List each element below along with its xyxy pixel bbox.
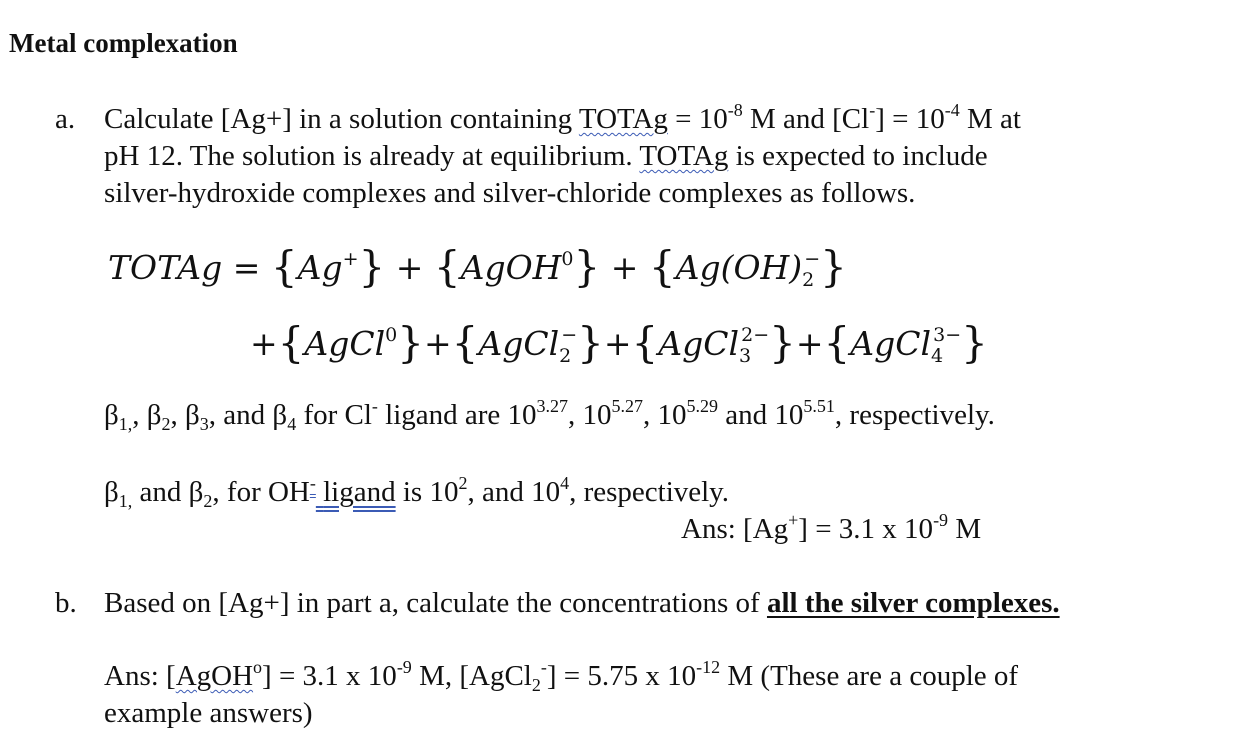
beta-hydroxide-line — [104, 474, 729, 514]
text-run: ] = 5.75 x 10 — [546, 660, 697, 692]
beta-symbol: β — [185, 399, 200, 431]
part-a-line-2 — [104, 138, 988, 175]
brace-close: } — [961, 318, 988, 367]
charge: + — [342, 248, 359, 270]
brace-open: { — [648, 242, 676, 291]
text-run: Based on [Ag+] in part a, calculate the concentrations of — [104, 587, 767, 619]
text-run: , and 10 — [467, 476, 561, 508]
brace-open: { — [270, 242, 298, 291]
charge: 0 — [385, 324, 398, 346]
spellcheck-word: AgOH — [175, 660, 254, 692]
species-ag: Ag — [297, 248, 343, 287]
section-title: Metal complexation — [9, 28, 238, 58]
subscript: 3 — [199, 414, 209, 434]
beta-chloride-line — [104, 397, 995, 437]
text-run: ] = 3.1 x 10 — [798, 513, 934, 545]
superscript: - — [540, 657, 547, 677]
superscript: 5.27 — [611, 396, 644, 416]
species-agcl2: AgCl — [478, 324, 560, 363]
superscript: -12 — [696, 657, 721, 677]
brace-close: } — [358, 242, 386, 291]
text-run: ] = 3.1 x 10 — [262, 660, 397, 692]
equation-row-2 — [250, 316, 988, 365]
superscript: - — [371, 396, 378, 416]
part-b-marker: b. — [55, 587, 77, 619]
equation-row-1 — [108, 240, 847, 289]
plus-sign: + — [795, 324, 824, 363]
species-agoh: AgOH — [460, 248, 562, 287]
text-run: , 10 — [568, 399, 612, 431]
spellcheck-word: TOTAg — [639, 140, 729, 172]
text-run: and — [132, 476, 189, 508]
text-run: Calculate [Ag+] in a solution containing — [104, 103, 579, 135]
text-run: is 10 — [395, 476, 459, 508]
superscript: 3.27 — [536, 396, 569, 416]
text-run: , — [170, 399, 186, 431]
charge: 0 — [561, 248, 574, 270]
superscript: 4 — [560, 473, 570, 493]
text-run: and 10 — [718, 399, 804, 431]
text-run: , — [132, 399, 147, 431]
text-run: = 10 — [667, 103, 728, 135]
brace-open: { — [823, 318, 851, 367]
subscript: 4 — [287, 414, 297, 434]
species-agoh2: Ag(OH) — [675, 248, 803, 287]
text-run: for Cl — [296, 399, 372, 431]
part-a-answer — [681, 511, 981, 551]
brace-close: } — [820, 242, 847, 291]
text-run: M, [AgCl — [411, 660, 532, 692]
brace-open: { — [277, 318, 305, 367]
text-run: M at — [959, 103, 1021, 135]
beta-symbol: β — [146, 399, 162, 431]
subscript: 2 — [161, 414, 171, 434]
charge: 3− — [933, 324, 962, 346]
subscript: 1, — [118, 491, 133, 511]
subscript: 2 — [203, 491, 213, 511]
text-run: pH 12. The solution is already at equilibrium. — [104, 140, 640, 172]
superscript: -8 — [727, 100, 743, 120]
plus-sign: + — [423, 324, 452, 363]
equals-sign: = — [222, 248, 271, 287]
beta-symbol: β — [188, 476, 204, 508]
charge: 2− — [741, 324, 770, 346]
brace-close: } — [397, 318, 424, 367]
brace-close: } — [573, 242, 601, 291]
species-agcl3: AgCl — [658, 324, 740, 363]
part-b-answer-line-1 — [104, 658, 1018, 698]
emphasized-phrase: all the silver complexes. — [766, 587, 1060, 619]
superscript: -9 — [396, 657, 412, 677]
part-a-line-1 — [104, 101, 1021, 141]
plus-sign: + — [250, 324, 278, 363]
charge: − — [804, 248, 821, 270]
brace-open: { — [433, 242, 461, 291]
charge: − — [561, 324, 578, 346]
text-run: , respectively. — [569, 476, 730, 508]
grammar-flagged-word: ligand — [323, 476, 396, 508]
subscript: 2 — [531, 675, 541, 695]
superscript: o — [253, 657, 263, 677]
superscript: -4 — [944, 100, 960, 120]
superscript: + — [788, 510, 799, 530]
text-run: , for OH — [212, 476, 310, 508]
spellcheck-word: TOTAg — [578, 103, 668, 135]
superscript: 2 — [458, 473, 468, 493]
equation-lhs: TOTAg — [108, 248, 223, 287]
text-run: M and [Cl — [742, 103, 870, 135]
brace-close: } — [769, 318, 796, 367]
part-b-answer-line-2: example answers) — [104, 697, 313, 729]
species-agcl: AgCl — [304, 324, 386, 363]
text-run: M (These are a couple of — [720, 660, 1019, 692]
subscript: 1, — [118, 414, 133, 434]
text-run: Ans: [Ag — [681, 513, 789, 545]
plus-sign: + — [385, 248, 434, 287]
species-agcl4: AgCl — [850, 324, 932, 363]
part-b-line-1 — [104, 585, 1060, 622]
text-run: , respectively. — [834, 399, 995, 431]
brace-open: { — [451, 318, 479, 367]
part-a-line-3: silver-hydroxide complexes and silver-chloride complexes as follows. — [104, 177, 916, 209]
subscript: 3 — [739, 345, 752, 367]
brace-open: { — [631, 318, 659, 367]
beta-symbol: β — [272, 399, 288, 431]
brace-close: } — [577, 318, 604, 367]
text-run: , 10 — [643, 399, 687, 431]
subscript: 2 — [802, 269, 815, 291]
text-run: ligand are 10 — [377, 399, 537, 431]
text-run: is expected to include — [728, 140, 988, 172]
beta-symbol: β — [104, 399, 119, 431]
plus-sign: + — [603, 324, 632, 363]
subscript: 2 — [559, 345, 572, 367]
superscript: -9 — [933, 510, 949, 530]
part-a-marker: a. — [55, 103, 76, 135]
superscript: - — [309, 473, 316, 493]
plus-sign: + — [600, 248, 649, 287]
text-run: M — [948, 513, 982, 545]
superscript: 5.51 — [803, 396, 835, 416]
superscript: - — [869, 100, 876, 120]
superscript: 5.29 — [686, 396, 719, 416]
text-run: Ans: [ — [104, 660, 176, 692]
beta-symbol: β — [104, 476, 119, 508]
text-run: , and — [208, 399, 273, 431]
text-run: ] = 10 — [875, 103, 945, 135]
subscript: 4 — [931, 345, 944, 367]
